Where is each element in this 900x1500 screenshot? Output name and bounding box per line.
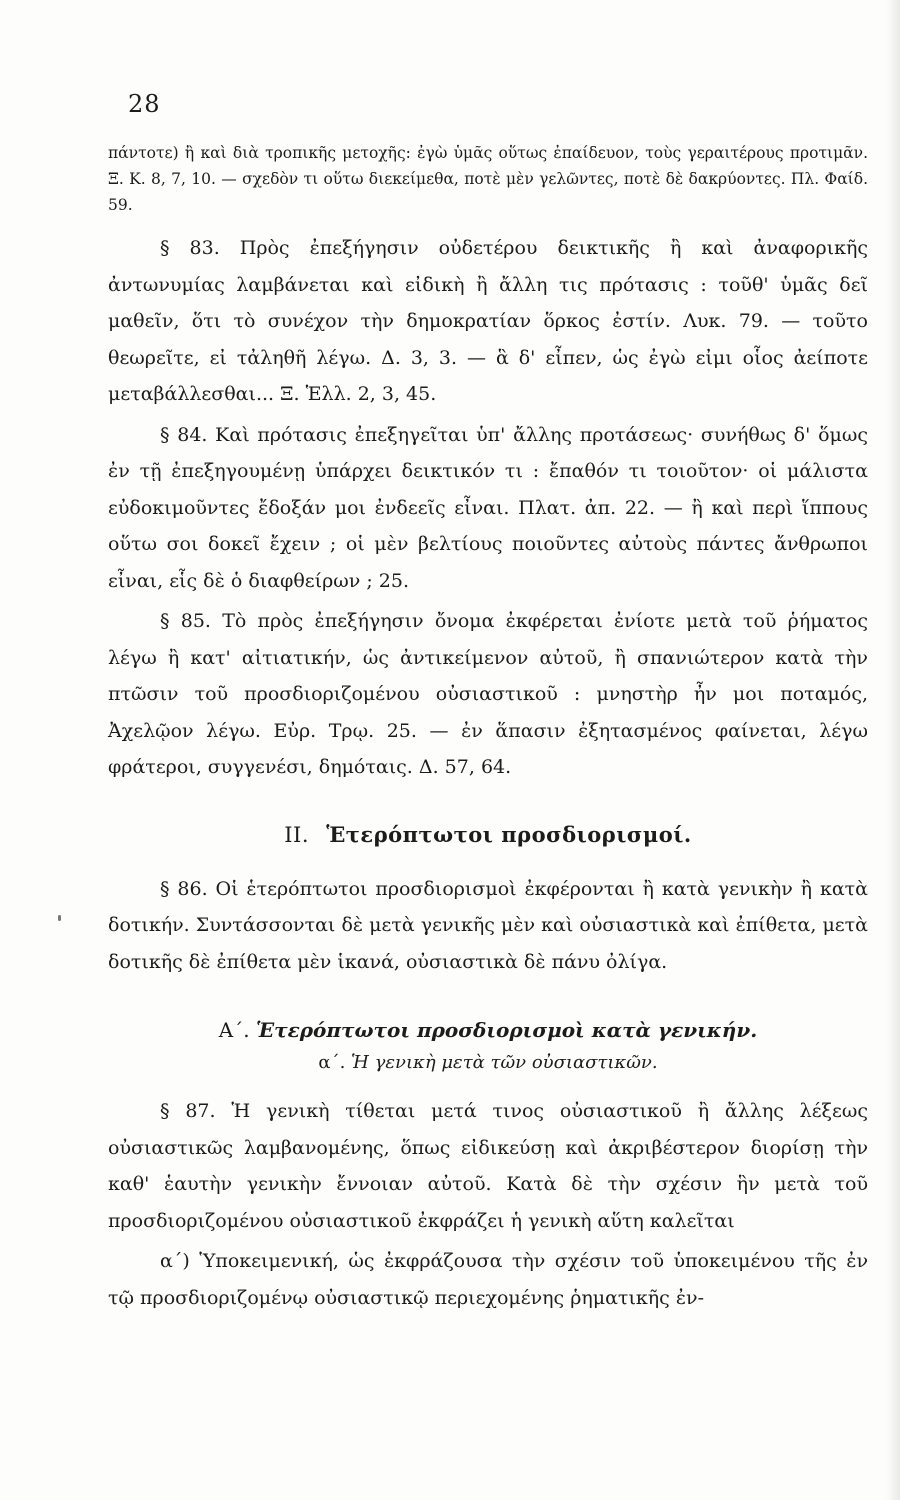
page-number: 28: [128, 90, 161, 118]
section-title: Ἑτερόπτωτοι προσδιορισμοί.: [326, 821, 692, 847]
paragraph-87: § 87. Ἡ γενικὴ τίθεται μετά τινος οὐσιαστικοῦ ἢ ἄλλης λέξεως οὐσιαστικῶς λαμβανομένης, ὅπως εἰδικεύσῃ καὶ ἀκριβέστερον διορίσῃ τὴν καθ' ἑαυτὴν γενικὴν ἔννοιαν αὐτοῦ. Κατὰ δὲ τὴν σχέσιν ἣν μετὰ τοῦ προσδιοριζομένου οὐσιαστικοῦ ἐκφράζει ἡ γενικὴ αὕτη καλεῖται: [108, 1100, 868, 1232]
page-body: [108, 140, 868, 1320]
page-edge-shadow: [886, 0, 900, 1500]
paragraph-83: § 83. Πρὸς ἐπεξήγησιν οὐδετέρου δεικτικῆς ἢ καὶ ἀναφορικῆς ἀντωνυμίας λαμβάνεται καὶ εἰδικὴ ἢ ἄλλη τις πρότασις : τοῦθ' ὑμᾶς δεῖ μαθεῖν, ὅτι τὸ συνέχον τὴν δημοκρατίαν ὅρκος ἐστίν. Λυκ. 79. — τοῦτο θεωρεῖτε, εἰ τἀληθῆ λέγω. Δ. 3, 3. — ἃ δ' εἶπεν, ὡς ἐγὼ εἰμι οἷος ἀείποτε μεταβάλλεσθαι... Ξ. Ἑλλ. 2, 3, 45.: [108, 237, 868, 405]
subsection-title: Ἑτερόπτωτοι προσδιορισμοὶ κατὰ γενικήν.: [255, 1018, 758, 1042]
subsection-heading: [108, 1018, 868, 1042]
subsubsection-title: Ἡ γενικὴ μετὰ τῶν οὐσιαστικῶν.: [351, 1052, 658, 1073]
subsection-mark: Α΄.: [218, 1018, 250, 1042]
paragraph-85: § 85. Τὸ πρὸς ἐπεξήγησιν ὄνομα ἐκφέρεται ἐνίοτε μετὰ τοῦ ῥήματος λέγω ἢ κατ' αἰτιατικήν, ὡς ἀντικείμενον αὐτοῦ, ἢ σπανιώτερον κατὰ τὴν πτῶσιν τοῦ προσδιοριζομένου οὐσιαστικοῦ : μνηστὴρ ἦν μοι ποταμός, Ἀχελῷον λέγω. Εὐρ. Τρῳ. 25. — ἐν ἅπασιν ἐξητασμένος φαίνεται, λέγω φράτεροι, συγγενέσι, δημόταις. Δ. 57, 64.: [108, 610, 868, 778]
section-numeral: II.: [284, 822, 310, 847]
subsubsection-heading: [108, 1052, 868, 1073]
section-heading: [108, 822, 868, 847]
continued-footnote-text: πάντοτε) ἢ καὶ διὰ τροπικῆς μετοχῆς: ἐγὼ ὑμᾶς οὕτως ἐπαίδευον, τοὺς γεραιτέρους προτιμᾶν. Ξ. Κ. 8, 7, 10. — σχεδὸν τι οὕτω διεκείμεθα, ποτὲ μὲν γελῶντες, ποτὲ δὲ δακρύοντες. Πλ. Φαίδ. 59.: [108, 144, 868, 214]
margin-mark: [58, 915, 61, 921]
paragraph-alpha: α΄) Ὑποκειμενική, ὡς ἐκφράζουσα τὴν σχέσιν τοῦ ὑποκειμένου τῆς ἐν τῷ προσδιοριζομένῳ οὐσιαστικῷ περιεχομένης ῥηματικῆς ἐν-: [108, 1250, 868, 1309]
paragraph-86: § 86. Οἱ ἑτερόπτωτοι προσδιορισμοὶ ἐκφέρονται ἢ κατὰ γενικὴν ἢ κατὰ δοτικήν. Συντάσσονται δὲ μετὰ γενικῆς μὲν καὶ οὐσιαστικὰ καὶ ἐπίθετα, μετὰ δοτικῆς δὲ ἐπίθετα μὲν ἱκανά, οὐσιαστικὰ δὲ πάνυ ὀλίγα.: [108, 877, 868, 973]
paragraph-84: § 84. Καὶ πρότασις ἐπεξηγεῖται ὑπ' ἄλλης προτάσεως· συνήθως δ' ὅμως ἐν τῇ ἐπεξηγουμένῃ ὑπάρχει δεικτικόν τι : ἔπαθόν τι τοιοῦτον· οἱ μάλιστα εὐδοκιμοῦντες ἔδοξάν μοι ἐνδεεῖς εἶναι. Πλατ. ἀπ. 22. — ἢ καὶ περὶ ἵππους οὕτω σοι δοκεῖ ἔχειν ; οἱ μὲν βελτίους ποιοῦντες αὐτοὺς πάντες ἄνθρωποι εἶναι, εἷς δὲ ὁ διαφθείρων ; 25.: [108, 423, 868, 592]
subsubsection-mark: α΄.: [318, 1052, 346, 1073]
